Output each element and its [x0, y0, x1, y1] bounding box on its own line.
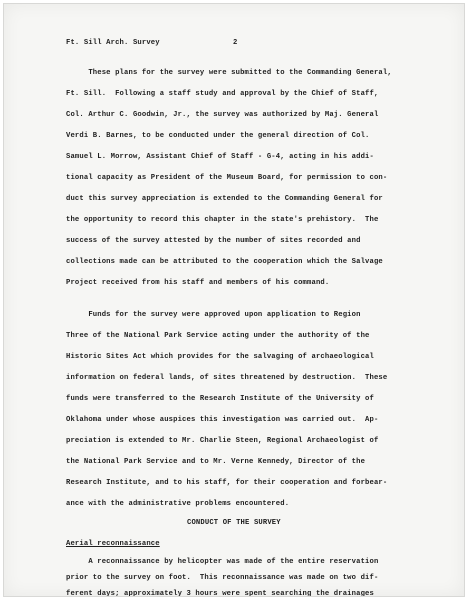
text-line: funds were transferred to the Research Institute of the University of — [66, 395, 374, 403]
text-line: Research Institute, and to his staff, for their cooperation and forbear- — [66, 479, 388, 487]
text-line: collections made can be attributed to the cooperation which the Salvage — [66, 258, 383, 266]
text-line: Three of the National Park Service acting under the authority of the — [66, 332, 370, 340]
text-line: ance with the administrative problems encountered. — [66, 500, 290, 508]
text-line: the opportunity to record this chapter in the state's prehistory. The — [66, 216, 379, 224]
text-line: Samuel L. Morrow, Assistant Chief of Staff - G-4, acting in his addi- — [66, 153, 374, 161]
document-page — [3, 3, 465, 597]
text-line: These plans for the survey were submitted to the Commanding General, — [66, 69, 392, 77]
text-line: Historic Sites Act which provides for the salvaging of archaeological — [66, 353, 374, 361]
text-line: Verdi B. Barnes, to be conducted under the general direction of Col. — [66, 132, 370, 140]
text-line: Oklahoma under whose auspices this investigation was carried out. Ap- — [66, 416, 379, 424]
text-line: tional capacity as President of the Museum Board, for permission to con- — [66, 174, 388, 182]
text-line: Funds for the survey were approved upon application to Region — [66, 311, 361, 319]
text-line: success of the survey attested by the number of sites recorded and — [66, 237, 361, 245]
section-heading: CONDUCT OF THE SURVEY — [187, 519, 281, 527]
text-line: duct this survey appreciation is extended to the Commanding General for — [66, 195, 383, 203]
page-number: 2 — [233, 39, 238, 47]
text-line: A reconnaissance by helicopter was made of the entire reservation — [66, 558, 379, 566]
text-line: the National Park Service and to Mr. Verne Kennedy, Director of the — [66, 458, 366, 466]
text-line: Project received from his staff and members of his command. — [66, 279, 330, 287]
text-line: preciation is extended to Mr. Charlie Steen, Regional Archaeologist of — [66, 437, 379, 445]
text-line: prior to the survey on foot. This reconnaissance was made on two dif- — [66, 574, 379, 582]
text-line: Ft. Sill. Following a staff study and approval by the Chief of Staff, — [66, 90, 379, 98]
text-line: Col. Arthur C. Goodwin, Jr., the survey was authorized by Maj. General — [66, 111, 379, 119]
text-line: information on federal lands, of sites threatened by destruction. These — [66, 374, 388, 382]
subsection-title: Aerial reconnaissance — [66, 540, 160, 548]
text-line: ferent days; approximately 3 hours were spent searching the drainages — [66, 590, 374, 597]
running-header-title: Ft. Sill Arch. Survey — [66, 39, 160, 47]
